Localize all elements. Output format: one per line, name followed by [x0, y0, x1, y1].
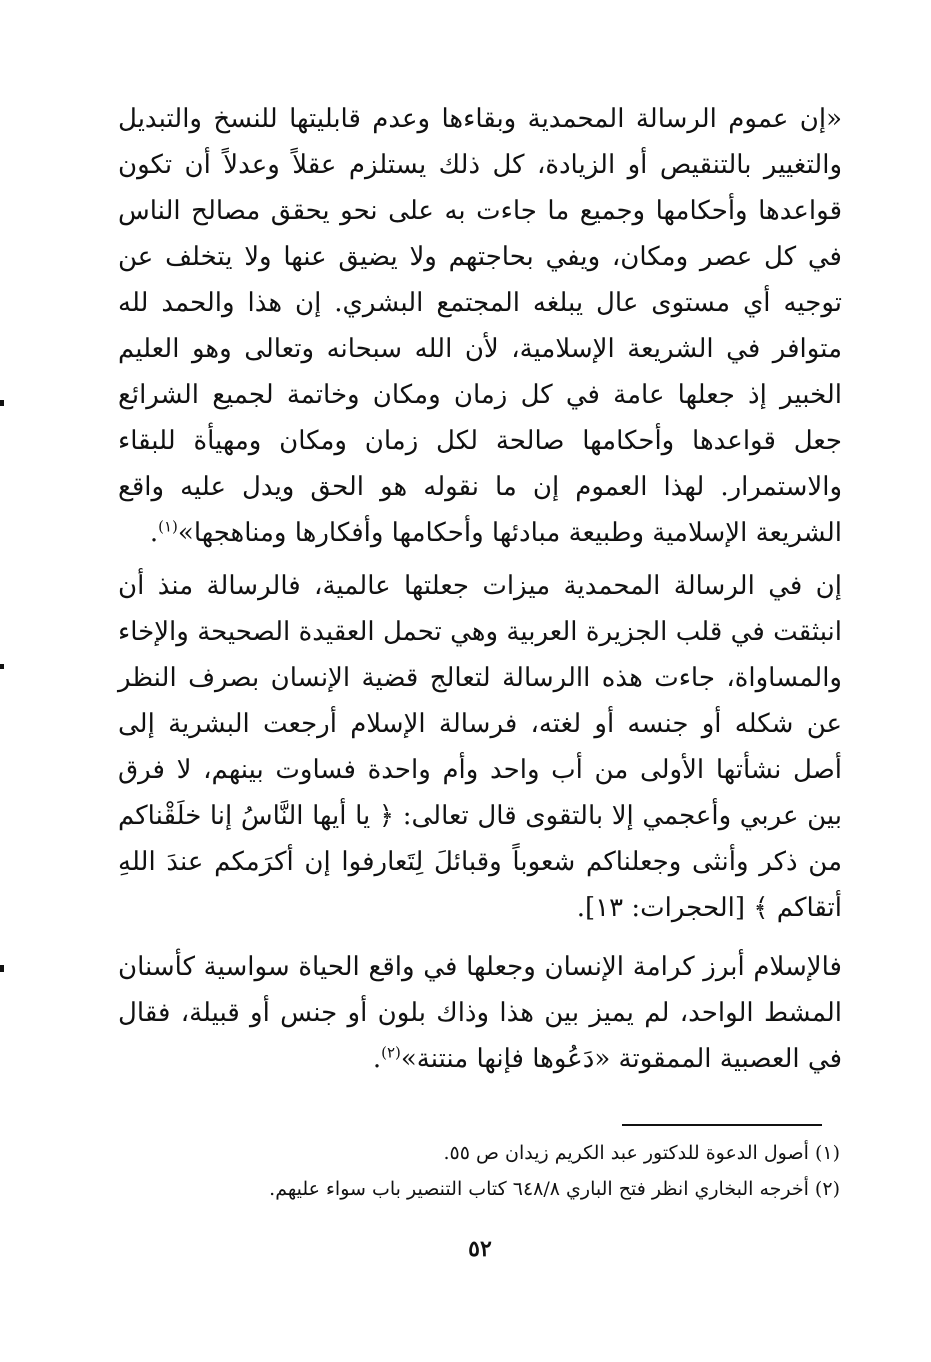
paragraph-text: إن في الرسالة المحمدية ميزات جعلتها عالمية، فالرسالة منذ أن انبثقت في قلب الجزيرة العربية وهي تحمل العقيدة الصحيحة والإخاء والمساواة، جاءت هذه االرسالة لتعالج قضية الإنسان بصرف النظر عن شكله أو جنسه أو لغته، فرسالة الإسلام أرجعت البشرية إلى أصل نشأتها الأولى من أب واحد وأم واحدة فساوت بينهم، لا فرق بين عربي وأعجمي إلا بالتقوى قال تعالى: ﴿ يا أيها النَّاسُ إنا خلَقْناكم من ذكر وأنثى وجعلناكم شعوباً وقبائلَ لِتَعارفوا إن أكرَمكم عندَ اللهِ أتقاكم ﴾ [الحجرات: ١٣]. [118, 571, 842, 923]
paragraph-end-punctuation: . [372, 1044, 382, 1074]
footnote-reference[interactable]: (٢) [381, 1043, 401, 1062]
margin-scan-mark [0, 965, 4, 972]
paragraph-end-punctuation: . [149, 518, 159, 548]
paragraph-text: «إن عموم الرسالة المحمدية وبقاءها وعدم قابليتها للنسخ والتبديل والتغيير بالتنقيص أو الزيادة، كل ذلك يستلزم عقلاً وعدلاً أن تكون قواعدها وأحكامها وجميع ما جاءت به على نحو يحقق مصالح الناس في كل عصر ومكان، ويفي بحاجتهم ولا يضيق عنها ولا يتخلف عن توجيه أي مستوى عال يبلغه المجتمع البشري. إن هذا والحمد لله متوافر في الشريعة الإسلامية، لأن الله سبحانه وتعالى وهو العليم الخبير إذ جعلها عامة في كل زمان ومكان وخاتمة لجميع الشرائع جعل قواعدها وأحكامها صالحة لكل زمان ومكان ومهيأة للبقاء والاستمرار. لهذا العموم إن ما نقوله هو الحق ويدل عليه واقع الشريعة الإسلامية وطبيعة مبادئها وأحكامها وأفكارها ومناهجها» [118, 104, 842, 548]
page-number: ٥٢ [468, 1236, 492, 1262]
footnotes-section [200, 1135, 840, 1207]
paragraph-text: فالإسلام أبرز كرامة الإنسان وجعلها في واقع الحياة سواسية كأسنان المشط الواحد، لم يميز بين هذا وذاك بلون أو جنس أو قبيلة، فقال في العصبية الممقوتة «دَعُوها فإنها منتنة» [118, 952, 842, 1074]
margin-scan-mark [0, 664, 4, 669]
paragraph-human-dignity [118, 944, 842, 1082]
footnote-1: (١) أصول الدعوة للدكتور عبد الكريم زيدان ص ٥٥. [443, 1142, 840, 1164]
footnote-2: (٢) أخرجه البخاري انظر فتح الباري ٦٤٨/٨ كتاب التنصير باب سواء عليهم. [269, 1178, 840, 1200]
paragraph-universality [118, 563, 842, 931]
paragraph-quote [118, 96, 842, 556]
margin-scan-mark [0, 400, 4, 406]
footnote-reference[interactable]: (١) [158, 517, 178, 536]
footnote-divider [622, 1124, 822, 1126]
